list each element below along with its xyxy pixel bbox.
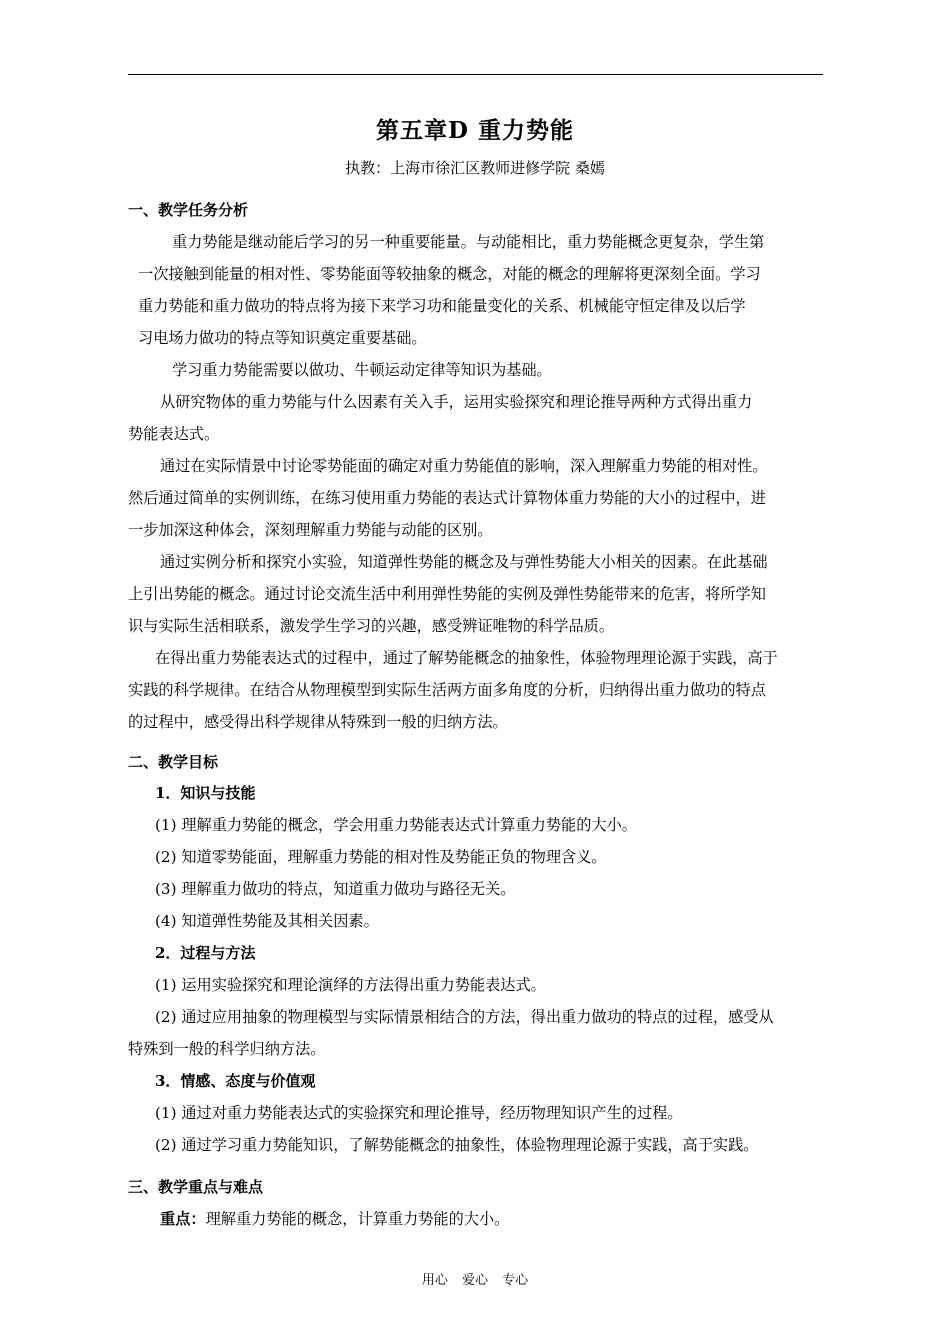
objective-item: (2) 通过学习重力势能知识，了解势能概念的抽象性，体验物理理论源于实践，高于实践。 — [155, 1136, 759, 1154]
paragraph-line: 通过在实际情景中讨论零势能面的确定对重力势能值的影响，深入理解重力势能的相对性。 — [160, 457, 768, 475]
paragraph-line: 重力势能是继动能后学习的另一种重要能量。与动能相比，重力势能概念更复杂，学生第 — [172, 233, 765, 251]
key-point-text: 理解重力势能的概念，计算重力势能的大小。 — [205, 1210, 510, 1228]
section-heading-key-points: 三、教学重点与难点 — [128, 1178, 264, 1196]
paragraph-line: 在得出重力势能表达式的过程中，通过了解势能概念的抽象性，体验物理理论源于实践，高于 — [155, 649, 778, 667]
key-point-line — [160, 1209, 509, 1229]
objective-item: (3) 理解重力做功的特点，知道重力做功与路径无关。 — [155, 880, 516, 898]
paragraph-line: 上引出势能的概念。通过讨论交流生活中利用弹性势能的实例及弹性势能带来的危害，将所学知 — [128, 585, 766, 603]
objective-item: (2) 知道零势能面，理解重力势能的相对性及势能正负的物理含义。 — [155, 848, 607, 866]
paragraph-line: 然后通过简单的实例训练，在练习使用重力势能的表达式计算物体重力势能的大小的过程中，进 — [128, 489, 766, 507]
section-heading-task-analysis: 一、教学任务分析 — [128, 201, 249, 219]
header-rule — [128, 74, 823, 75]
objective-item: (2) 通过应用抽象的物理模型与实际情景相结合的方法，得出重力做功的特点的过程，感受从 — [155, 1008, 774, 1026]
paragraph-line: 势能表达式。 — [128, 425, 220, 443]
subheading-attitude-values: 3．情感、态度与价值观 — [155, 1072, 316, 1090]
subheading-process-method: 2．过程与方法 — [155, 944, 256, 962]
page-footer: 用心 爱心 专心 — [421, 1273, 529, 1288]
section-heading-objectives: 二、教学目标 — [128, 753, 219, 771]
paragraph-line: 实践的科学规律。在结合从物理模型到实际生活两方面多角度的分析，归纳得出重力做功的特点 — [128, 681, 766, 699]
paragraph-line: 一次接触到能量的相对性、零势能面等较抽象的概念，对能的概念的理解将更深刻全面。学习 — [138, 265, 761, 283]
objective-item: (1) 运用实验探究和理论演绎的方法得出重力势能表达式。 — [155, 976, 546, 994]
paragraph-line: 学习重力势能需要以做功、牛顿运动定律等知识为基础。 — [172, 361, 552, 379]
key-point-label: 重点： — [160, 1210, 206, 1228]
paragraph-line: 从研究物体的重力势能与什么因素有关入手，运用实验探究和理论推导两种方式得出重力 — [160, 393, 753, 411]
subheading-knowledge-skills: 1．知识与技能 — [155, 784, 256, 802]
document-author: 执教：上海市徐汇区教师进修学院 桑嫣 — [345, 159, 605, 177]
document-title: 第五章D 重力势能 — [376, 117, 574, 144]
objective-item: (1) 理解重力势能的概念，学会用重力势能表达式计算重力势能的大小。 — [155, 816, 637, 834]
paragraph-line: 通过实例分析和探究小实验，知道弹性势能的概念及与弹性势能大小相关的因素。在此基础 — [160, 553, 768, 571]
paragraph-line: 识与实际生活相联系，激发学生学习的兴趣，感受辨证唯物的科学品质。 — [128, 617, 614, 635]
paragraph-line: 一步加深这种体会，深刻理解重力势能与动能的区别。 — [128, 521, 493, 539]
objective-item: (4) 知道弹性势能及其相关因素。 — [155, 912, 379, 930]
paragraph-line: 的过程中，感受得出科学规律从特殊到一般的归纳方法。 — [128, 713, 508, 731]
objective-item-continued: 特殊到一般的科学归纳方法。 — [128, 1040, 326, 1058]
paragraph-line: 习电场力做功的特点等知识奠定重要基础。 — [138, 329, 427, 347]
paragraph-line: 重力势能和重力做功的特点将为接下来学习功和能量变化的关系、机械能守恒定律及以后学 — [138, 297, 746, 315]
objective-item: (1) 通过对重力势能表达式的实验探究和理论推导，经历物理知识产生的过程。 — [155, 1104, 683, 1122]
